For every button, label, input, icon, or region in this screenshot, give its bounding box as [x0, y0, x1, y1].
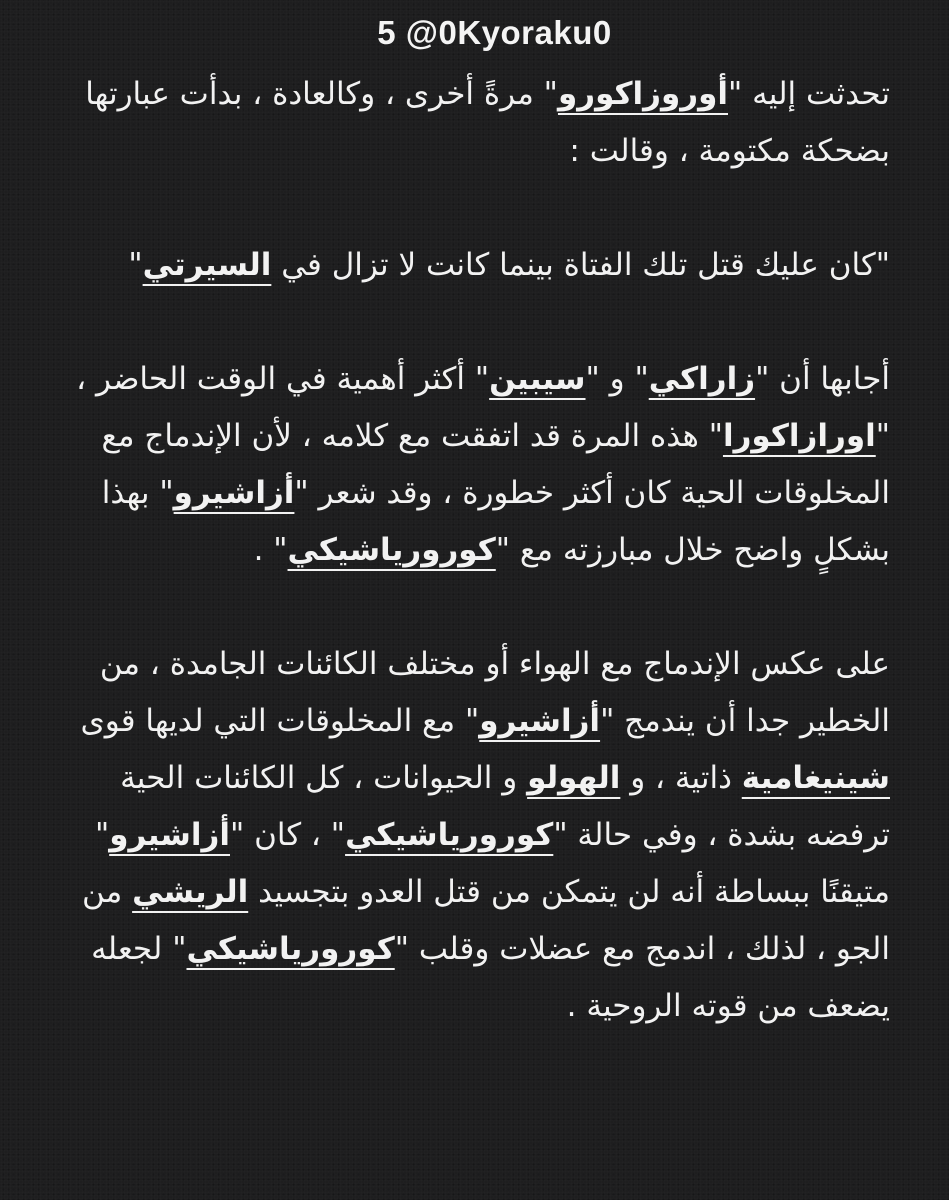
text-run: " أكثر أهمية في الوقت الحاضر ، ": [76, 361, 890, 454]
text-run: ذاتية ، و: [620, 760, 742, 796]
highlighted-name: كورورياشيكي: [345, 817, 554, 853]
highlighted-name: كورورياشيكي: [287, 532, 496, 568]
text-run: من الجو ، لذلك ، اندمج مع عضلات وقلب ": [82, 874, 890, 967]
text-run: و الحيوانات ، كل الكائنات الحية ترفضه بشدة ، وفي حالة ": [120, 760, 890, 853]
highlighted-name: أزاشيرو: [109, 817, 230, 853]
text-run: " بهذا بشكلٍ واضح خلال مبارزته مع ": [101, 475, 890, 568]
highlighted-term: شينيغامية: [741, 760, 890, 796]
text-run: " ، كان ": [230, 817, 346, 853]
paragraph-2: [68, 237, 890, 294]
text-run: "كان عليك قتل تلك الفتاة بينما كانت لا تزال في: [271, 247, 890, 283]
text-run: " مرةً أخرى ، وكالعادة ، بدأت عبارتها بضحكة مكتومة ، وقالت :: [85, 76, 890, 169]
highlighted-name: أزاشيرو: [479, 703, 601, 739]
text-run: " لجعله يضعف من قوته الروحية .: [91, 931, 890, 1024]
highlighted-name: أزاشيرو: [173, 475, 295, 511]
text-run: " و ": [585, 361, 649, 397]
page-header: [0, 14, 949, 52]
text-run: تحدثت إليه ": [728, 76, 890, 112]
text-run: " .: [253, 532, 288, 568]
text-run: " مع المخلوقات التي لديها قوى: [80, 703, 480, 739]
author-handle: @0Kyoraku0: [405, 14, 612, 51]
page-number: 5: [377, 14, 397, 51]
highlighted-name: سيبين: [489, 361, 586, 397]
highlighted-name: اورازاكورا: [722, 418, 876, 454]
highlighted-term: الهولو: [527, 760, 621, 796]
paragraph-4: [68, 636, 890, 1035]
paragraph-gap: [68, 294, 890, 351]
paragraph-3: [68, 351, 890, 579]
text-run: أجابها أن ": [755, 361, 890, 397]
text-run: ": [128, 247, 143, 283]
paragraph-1: [68, 66, 890, 180]
highlighted-name: كورورياشيكي: [186, 931, 395, 967]
paragraph-gap: [68, 180, 890, 237]
paragraph-gap: [68, 579, 890, 636]
text-run: " متيقنًا ببساطة أنه لن يتمكن من قتل العدو بتجسيد: [94, 817, 890, 910]
highlighted-term: الريشي: [132, 874, 249, 910]
highlighted-name: أوروزاكورو: [557, 76, 729, 112]
highlighted-term: السيرتي: [142, 247, 272, 283]
text-run: على عكس الإندماج مع الهواء أو مختلف الكائنات الجامدة ، من الخطير جدا أن يندمج ": [99, 646, 890, 739]
highlighted-name: زاراكي: [648, 361, 756, 397]
text-run: " هذه المرة قد اتفقت مع كلامه ، لأن الإندماج مع المخلوقات الحية كان أكثر خطورة ، وقد شعر ": [101, 418, 890, 511]
text-body: [68, 66, 890, 1035]
